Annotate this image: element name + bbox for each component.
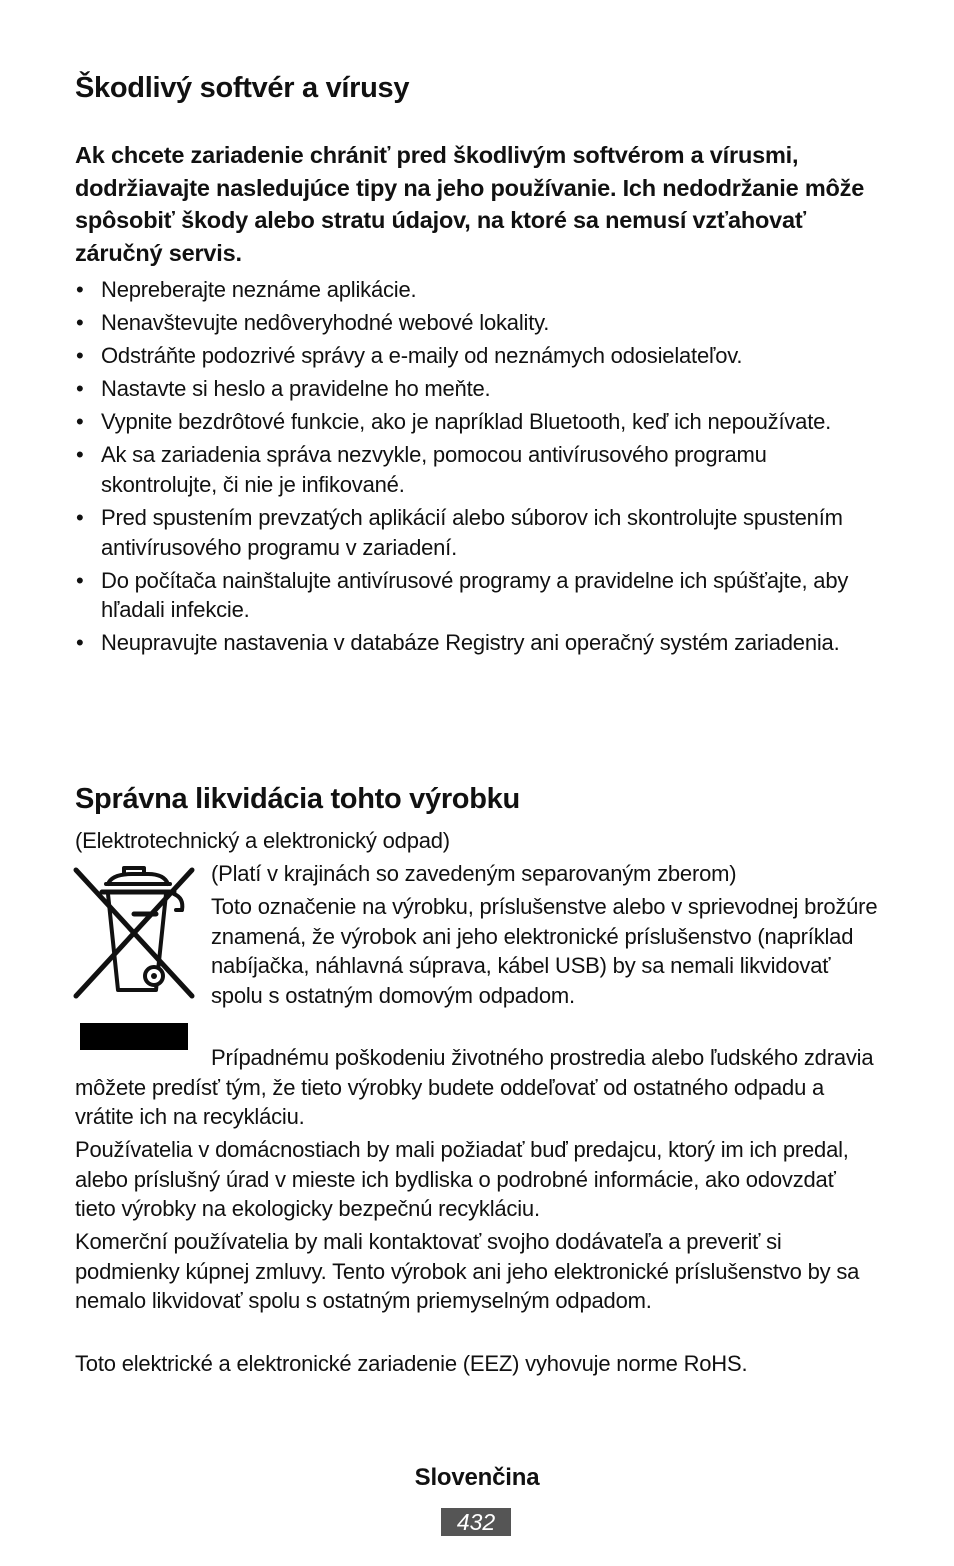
- bullet: •: [76, 630, 84, 656]
- list-item: [75, 407, 875, 437]
- tip-text: Vypnite bezdrôtové funkcie, ako je napríklad Bluetooth, keď ich nepoužívate.: [101, 409, 832, 435]
- list-item: [75, 503, 875, 562]
- list-item: [75, 566, 875, 625]
- bullet: •: [76, 376, 84, 402]
- tip-text: Nenavštevujte nedôveryhodné webové lokality.: [101, 310, 550, 336]
- tip-text: Ak sa zariadenia správa nezvykle, pomocou antivírusového programu skontrolujte, či nie je infikované.: [101, 442, 767, 497]
- disposal-applies-note: (Platí v krajinách so zavedeným separovaným zberom): [211, 861, 737, 886]
- bullet: •: [76, 277, 84, 302]
- tip-text: Nastavte si heslo a pravidelne ho meňte.: [101, 376, 491, 402]
- tip-text: Nepreberajte neznáme aplikácie.: [101, 277, 417, 302]
- list-item: [75, 440, 875, 499]
- bullet: •: [76, 343, 84, 369]
- disposal-damage-paragraph: Prípadnému poškodeniu životného prostredia alebo ľudského zdravia môžete predísť tým, že tieto výrobky budete oddeľovať od ostatného odpadu a vrátite ich na recykláciu.: [75, 1045, 874, 1129]
- bullet: •: [76, 567, 84, 593]
- bullet: •: [76, 409, 84, 435]
- list-item: [75, 308, 875, 338]
- malware-intro: Ak chcete zariadenie chrániť pred škodlivým softvérom a vírusmi, dodržiavajte nasledujúce tipy na jeho používanie. Ich nedodržanie môže spôsobiť škody alebo stratu údajov, na ktoré sa nemusí vzťahovať záručný servis.: [75, 142, 865, 266]
- disposal-mark-paragraph: Toto označenie na výrobku, príslušenstve alebo v sprievodnej brožúre znamená, že výrobok ani jeho elektronické príslušenstvo (napríklad nabíjačka, náhlavná súprava, kábel USB) by sa nemali likvidovať spolu s ostatným domovým odpadom.: [211, 894, 878, 1008]
- weee-bar-mark: [80, 1023, 188, 1050]
- bullet: •: [76, 505, 84, 531]
- bullet: •: [76, 310, 84, 336]
- disposal-business-paragraph: Komerční používatelia by mali kontaktovať svojho dodávateľa a preveriť si podmienky kúpnej zmluvy. Tento výrobok ani jeho elektronické príslušenstvo by sa nemalo likvidovať spolu s ostatným priemyselným odpadom.: [75, 1229, 860, 1313]
- rohs-paragraph: Toto elektrické a elektronické zariadenie (EEZ) vyhovuje norme RoHS.: [75, 1351, 748, 1376]
- tip-text: Pred spustením prevzatých aplikácií alebo súborov ich skontrolujte spustením antivírusového programu v zariadení.: [101, 505, 843, 560]
- malware-tips-list: [75, 275, 875, 661]
- section-title-disposal: Správna likvidácia tohto výrobku: [75, 783, 520, 815]
- tip-text: Neupravujte nastavenia v databáze Registry ani operačný systém zariadenia.: [101, 630, 840, 656]
- bullet: •: [76, 442, 84, 468]
- disposal-household-paragraph: Používatelia v domácnostiach by mali požiadať buď predajcu, ktorý im ich predal, alebo príslušný úrad v mieste ich bydliska o podrobné informácie, ako odovzdať tieto výrobky na ekologicky bezpečnú recykláciu.: [75, 1137, 849, 1221]
- page-number: 432: [441, 1508, 511, 1536]
- list-item: [75, 275, 875, 305]
- tip-text: Do počítača nainštalujte antivírusové programy a pravidelne ich spúšťajte, aby hľadali infekcie.: [101, 567, 849, 623]
- list-item: [75, 374, 875, 404]
- tip-text: Odstráňte podozrivé správy a e-maily od neznámych odosielateľov.: [101, 343, 743, 369]
- section-title-malware: Škodlivý softvér a vírusy: [75, 72, 410, 104]
- list-item: [75, 628, 875, 658]
- footer-language-label: Slovenčina: [414, 1464, 540, 1491]
- list-item: [75, 341, 875, 371]
- disposal-subtitle: (Elektrotechnický a elektronický odpad): [75, 828, 450, 853]
